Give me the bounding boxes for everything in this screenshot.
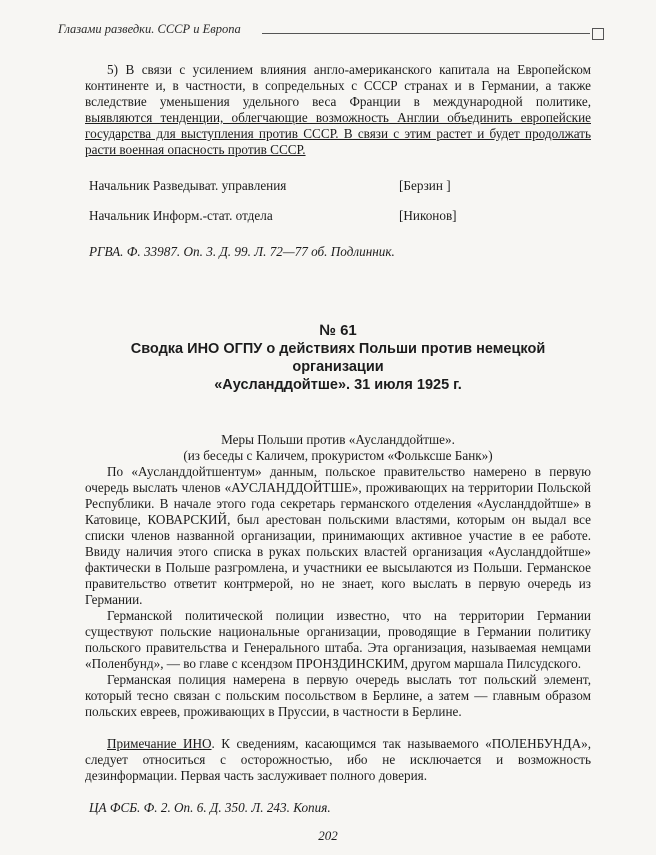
document-subtitle-note: (из беседы с Каличем, прокуристом «Фольксше Банк») — [183, 448, 493, 463]
document-heading — [85, 322, 591, 394]
prev-doc-paragraph-5-underlined: выявляются тенденции, облегчающие возможность Англии объединить европейские государства для выступления против СССР. В связи с этим растет и будет продолжать расти военная опасность против СССР. — [85, 110, 591, 157]
ino-note-label: Примечание ИНО — [107, 736, 212, 751]
body-paragraph: Германской политической полиции известно, что на территории Германии существуют польские национальные организации, проводящие в Германии политику польского правительства и Генерального штаба. Эта организация, называемая немцами «Поленбунд», — во главе с ксендзом ПРОНЗДИНСКИМ, другом маршала Пилсудского. — [85, 608, 591, 671]
ino-note-text: . К сведениям, касающимся так называемого «ПОЛЕНБУНДА», следует относиться с осторожностью, ибо не исключается и возможность дезинформации. Первая часть заслуживает полного доверия. — [85, 736, 591, 783]
body-paragraph: Германская полиция намерена в первую очередь выслать тот польский элемент, который тесно связан с польским посольством в Берлине, а затем — главным образом польских евреев, проживающих в Пруссии, в частности в Берлине. — [85, 672, 591, 719]
signature-name: [Берзин ] — [399, 178, 451, 193]
header-corner-mark — [592, 28, 604, 40]
signature-role: Начальник Информ.-стат. отдела — [89, 208, 273, 223]
document-title-line-2: «Аусланддойтше». 31 июля 1925 г. — [214, 377, 462, 393]
signature-name: [Никонов] — [399, 208, 457, 223]
page-number: 202 — [318, 828, 338, 843]
ino-note — [85, 736, 591, 784]
header-rule — [262, 33, 590, 34]
signature-row — [85, 208, 591, 224]
document-number: № 61 — [319, 322, 357, 339]
document-title-line-1: Сводка ИНО ОГПУ о действиях Польши против немецкой организации — [130, 341, 546, 375]
prev-doc-paragraph-5 — [85, 62, 591, 158]
prev-doc-source: РГВА. Ф. 33987. Оп. 3. Д. 99. Л. 72—77 об. Подлинник. — [89, 244, 395, 259]
running-head: Глазами разведки. СССР и Европа — [58, 22, 241, 36]
signature-role: Начальник Разведыват. управления — [89, 178, 287, 193]
document-source: ЦА ФСБ. Ф. 2. Оп. 6. Д. 350. Л. 243. Копия. — [89, 800, 331, 815]
page-body — [85, 62, 591, 816]
signature-row — [85, 178, 591, 194]
body-paragraph: По «Аусланддойтшентум» данным, польское правительство намерено в первую очередь выслать членов «АУСЛАНДДОЙТШЕ», проживающих на территории Польской Республики. В начале этого года секретарь германского отделения «Аусланддойтше» в Катовице, КОВАРСКИЙ, был арестован польскими властями, которым он выдал все списки членов названной организации, принимающих активное участие в ее работе. Ввиду наличия этого списка в руках польских властей организация «Аусланддойтше» фактически в Польше разгромлена, и участники ее высылаются из Польши. Германское правительство ответит контрмерой, но не знает, кого выслать в первую очередь из Германии. — [85, 464, 591, 607]
prev-doc-paragraph-5-text: 5) В связи с усилением влияния англо-американского капитала на Европейском континенте и, в частности, в сопредельных с СССР странах и в Германии, а также вследствие уменьшения удельного веса Франции в международной политике, — [85, 62, 591, 109]
document-subtitle: Меры Польши против «Аусланддойтше». — [221, 432, 455, 447]
